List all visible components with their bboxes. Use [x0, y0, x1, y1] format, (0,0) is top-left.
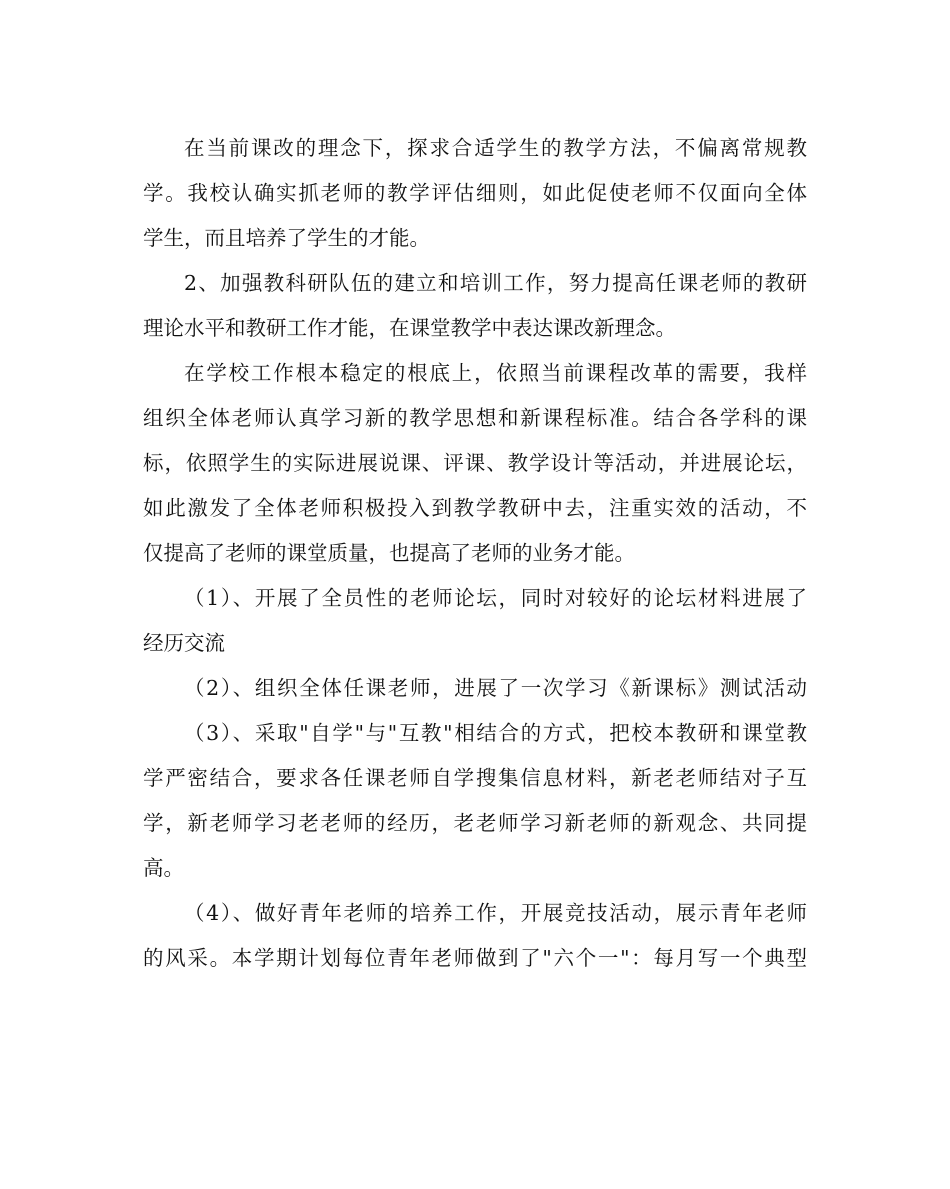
text-line: （2）、组织全体任课老师，进展了一次学习《新课标》测试活动: [184, 676, 807, 700]
text-line: 学，新老师学习老老师的经历，老老师学习新老师的新观念、共同提: [143, 811, 807, 835]
text-line: 2、加强教科研队伍的建立和培训工作，努力提高任课老师的教研: [184, 271, 807, 295]
text-line: 高。: [143, 856, 184, 880]
text-line: 组织全体老师认真学习新的教学思想和新课程标准。结合各学科的课: [143, 406, 807, 430]
text-line: （4）、做好青年老师的培养工作，开展竞技活动，展示青年老师: [184, 901, 807, 925]
text-line: 仅提高了老师的课堂质量，也提高了老师的业务才能。: [143, 541, 635, 565]
text-line: 如此激发了全体老师积极投入到教学教研中去，注重实效的活动，不: [143, 496, 807, 520]
text-line: 学严密结合，要求各任课老师自学搜集信息材料，新老老师结对子互: [143, 766, 807, 790]
text-line: 理论水平和教研工作才能，在课堂教学中表达课改新理念。: [143, 316, 676, 340]
text-line: （3）、采取"自学"与"互教"相结合的方式，把校本教研和课堂教: [184, 721, 807, 745]
text-line: 学生，而且培养了学生的才能。: [143, 226, 430, 250]
text-line: （1）、开展了全员性的老师论坛，同时对较好的论坛材料进展了: [184, 586, 807, 610]
text-line: 的风采。本学期计划每位青年老师做到了"六个一"：每月写一个典型: [143, 946, 807, 970]
text-line: 在当前课改的理念下，探求合适学生的教学方法，不偏离常规教: [184, 136, 807, 160]
text-line: 学。我校认确实抓老师的教学评估细则，如此促使老师不仅面向全体: [143, 181, 807, 205]
text-line: 在学校工作根本稳定的根底上，依照当前课程改革的需要，我样: [184, 361, 807, 385]
text-line: 标，依照学生的实际进展说课、评课、教学设计等活动，并进展论坛，: [143, 451, 807, 475]
text-line: 经历交流: [143, 631, 225, 655]
document-body: [143, 126, 807, 981]
